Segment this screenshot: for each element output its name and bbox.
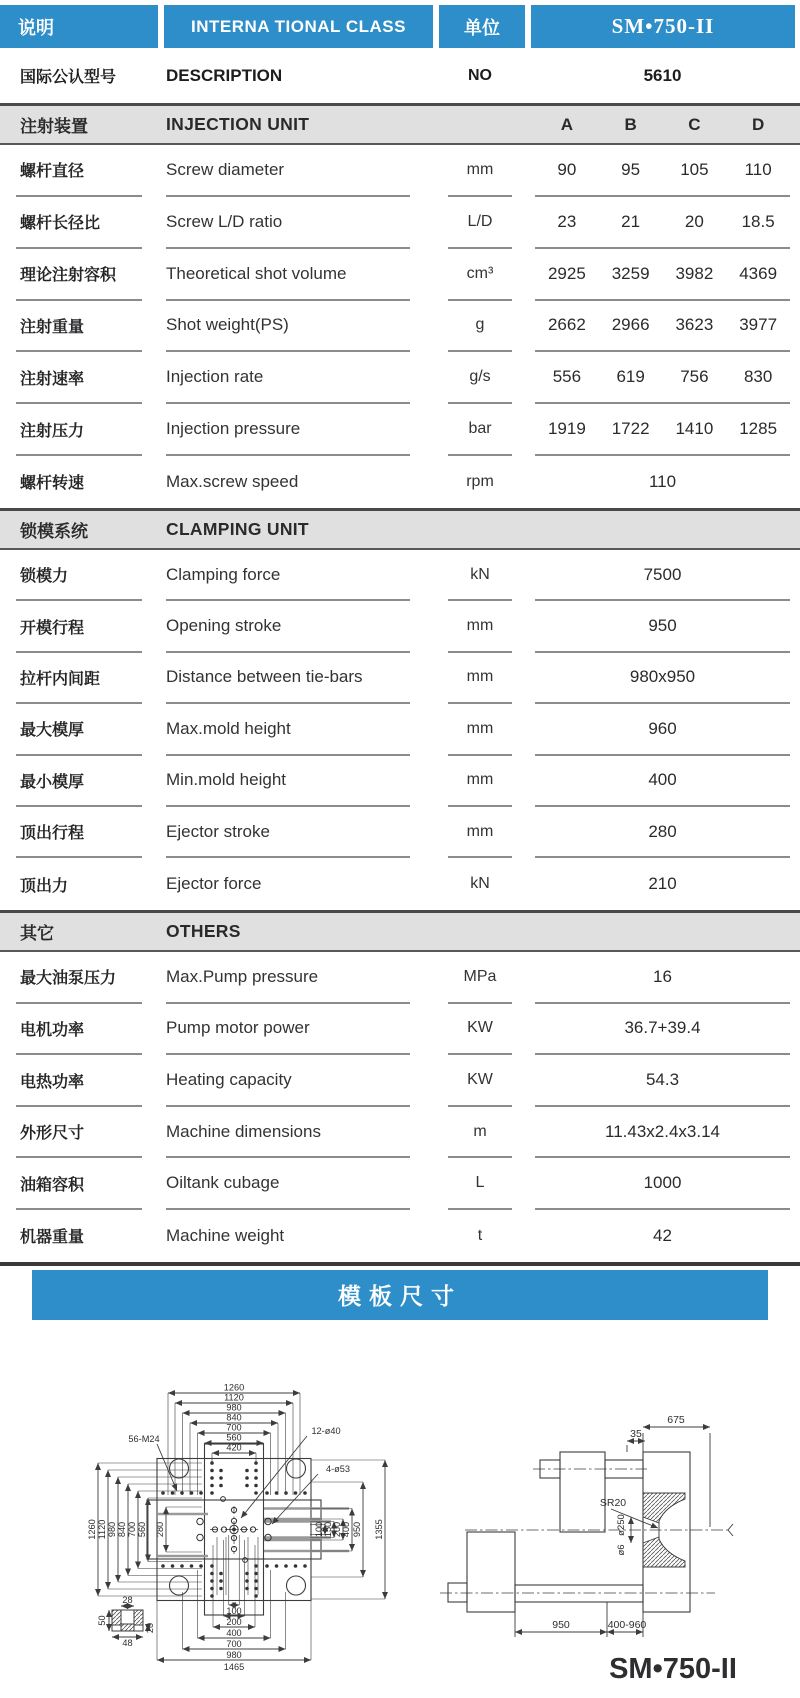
- platen-drawings: [0, 1320, 800, 1693]
- dim-label: ø250: [616, 1513, 627, 1536]
- center-axes: [440, 1469, 733, 1593]
- row-values: [535, 1055, 790, 1107]
- dim-label: 1260: [223, 1382, 245, 1393]
- row-label-zh: 拉杆内间距: [16, 653, 142, 704]
- row-values: [535, 1210, 790, 1262]
- model-number: 5610: [643, 65, 682, 85]
- dim-label: 980: [226, 1649, 242, 1660]
- side-dimensions: [515, 1427, 710, 1637]
- row-values: [535, 197, 790, 249]
- row-values: [535, 352, 790, 404]
- cell-value: 210: [648, 874, 677, 894]
- row-unit: t: [477, 1226, 483, 1244]
- dim-label: 400: [226, 1627, 242, 1638]
- row-label-zh: 电热功率: [16, 1055, 142, 1107]
- callout-holes53-label: 4-ø53: [325, 1463, 351, 1474]
- table-row: [0, 249, 800, 301]
- cell-value: 95: [621, 159, 641, 179]
- table-row: [0, 653, 800, 704]
- cell-value: 960: [648, 718, 677, 738]
- cell-value: 23: [557, 211, 577, 231]
- row-label-zh: 外形尺寸: [16, 1107, 142, 1159]
- row-label-en: Oiltank cubage: [166, 1158, 410, 1210]
- dim-label: 840: [117, 1521, 127, 1537]
- tslot-dim-label: 50: [97, 1615, 107, 1626]
- cell-value: 3982: [675, 263, 714, 283]
- dim-label: 280: [155, 1521, 165, 1537]
- variant-a: A: [560, 114, 574, 134]
- row-values: [535, 249, 790, 301]
- row-label-zh: 最小模厚: [16, 756, 142, 807]
- row-unit: cm³: [448, 249, 512, 301]
- row-label-zh: 开模行程: [16, 601, 142, 652]
- cell-value: 556: [552, 367, 582, 387]
- section-zh: 其它: [20, 923, 54, 943]
- tslot-dim-label: 48: [122, 1637, 133, 1648]
- row-label-zh: 机器重量: [20, 1229, 85, 1247]
- table-row: [0, 807, 800, 858]
- table-row: [0, 1210, 800, 1262]
- table-row: [0, 404, 800, 456]
- section-en: OTHERS: [166, 920, 241, 941]
- sr20-label: SR20: [599, 1496, 627, 1509]
- cell-value: 11.43x2.4x3.14: [605, 1121, 720, 1141]
- row-label-en: Screw diameter: [166, 145, 410, 197]
- callout-bolts-label: 56-M24: [128, 1433, 160, 1444]
- row-values: [535, 145, 790, 197]
- dim-label: 1260: [87, 1519, 97, 1540]
- injection-unit-rows: [0, 145, 800, 508]
- row-label-en: Max.mold height: [166, 704, 410, 755]
- row-label-zh: 锁模力: [16, 550, 142, 601]
- dim-label: 200: [226, 1616, 242, 1627]
- section-en: INJECTION UNIT: [166, 114, 310, 134]
- cell-value: 42: [653, 1225, 672, 1245]
- subheader-zh: 国际公认型号: [20, 69, 117, 86]
- row-label-en: Max.screw speed: [166, 471, 299, 491]
- platen-side-view-drawing: [415, 1395, 790, 1693]
- row-values: [535, 1107, 790, 1159]
- row-unit: m: [448, 1107, 512, 1159]
- dim-label: 980: [107, 1521, 117, 1537]
- cell-value: 400: [648, 770, 677, 790]
- row-label-en: Theoretical shot volume: [166, 249, 410, 301]
- row-values: [535, 601, 790, 652]
- cell-value: 2925: [547, 263, 586, 283]
- table-row: [0, 952, 800, 1004]
- side-view-outline: [448, 1452, 690, 1612]
- row-label-zh: 螺杆转速: [20, 475, 85, 493]
- row-unit: KW: [448, 1055, 512, 1107]
- header-model: SM•750-II: [531, 5, 795, 48]
- table-row: [0, 1107, 800, 1159]
- variant-b: B: [624, 114, 637, 134]
- dim-label: ø6: [616, 1544, 627, 1556]
- row-label-zh: 油箱容积: [16, 1158, 142, 1210]
- row-label-en: Machine dimensions: [166, 1107, 410, 1159]
- row-label-en: Heating capacity: [166, 1055, 410, 1107]
- tslot-detail: [109, 1606, 148, 1637]
- cell-value: 1919: [547, 419, 586, 439]
- row-label-en: Max.Pump pressure: [166, 952, 410, 1004]
- cell-value: 756: [680, 367, 709, 387]
- row-label-en: Shot weight(PS): [166, 301, 410, 353]
- row-label-zh: 注射速率: [16, 352, 142, 404]
- row-label-en: Screw L/D ratio: [166, 197, 410, 249]
- clamping-unit-rows: [0, 550, 800, 910]
- row-values: [535, 807, 790, 858]
- cell-value: 54.3: [645, 1070, 680, 1089]
- section-zh: 锁模系统: [20, 521, 88, 541]
- cell-value: 36.7+39.4: [624, 1018, 701, 1038]
- dim-label: 400-960: [607, 1618, 647, 1631]
- table-row: [0, 197, 800, 249]
- row-unit: mm: [448, 145, 512, 197]
- dim-label: 1465: [223, 1661, 245, 1672]
- row-label-zh: 注射压力: [16, 404, 142, 456]
- row-label-en: Ejector stroke: [166, 807, 410, 858]
- row-label-en: Min.mold height: [166, 756, 410, 807]
- cell-value: 2966: [611, 315, 650, 335]
- table-row: [0, 704, 800, 755]
- row-unit: kN: [448, 550, 512, 601]
- row-values: [535, 952, 790, 1004]
- dim-label: 200: [332, 1521, 342, 1537]
- row-label-zh: 最大模厚: [16, 704, 142, 755]
- section-divider: [0, 1262, 800, 1266]
- row-values: [535, 456, 790, 508]
- dim-label: 700: [226, 1422, 242, 1433]
- row-unit: mm: [448, 807, 512, 858]
- cell-value: 3977: [739, 315, 778, 335]
- header-desc-zh: 说明: [0, 5, 158, 48]
- cell-value: 21: [621, 211, 641, 231]
- cell-value: 105: [680, 159, 709, 179]
- cell-value: 90: [557, 159, 577, 179]
- variant-c: C: [688, 114, 701, 134]
- row-label-en: Ejector force: [166, 874, 262, 894]
- section-bar-clamping: [0, 508, 800, 550]
- dim-label: 840: [226, 1412, 242, 1423]
- cell-value: 619: [616, 367, 645, 387]
- table-row: [0, 352, 800, 404]
- cell-value: 1410: [675, 419, 714, 439]
- dim-label: 400: [341, 1521, 351, 1537]
- row-values: [535, 858, 790, 909]
- banner-title: 模板尺寸: [338, 1283, 462, 1310]
- platen-size-banner: [32, 1270, 768, 1320]
- others-rows: [0, 952, 800, 1262]
- dim-label: 1120: [97, 1519, 107, 1540]
- table-row: [0, 145, 800, 197]
- dim-label: 950: [352, 1521, 362, 1537]
- row-values: [535, 1158, 790, 1210]
- row-unit: kN: [470, 875, 490, 893]
- row-unit: g: [448, 301, 512, 353]
- cell-value: 830: [743, 367, 773, 387]
- row-label-en: Injection pressure: [166, 404, 410, 456]
- row-label-en: Clamping force: [166, 550, 410, 601]
- cell-value: 18.5: [741, 211, 775, 231]
- table-row: [0, 601, 800, 652]
- cell-value: 110: [744, 159, 772, 179]
- cell-value: 280: [648, 821, 677, 841]
- dim-label: 560: [137, 1521, 147, 1537]
- row-unit: KW: [448, 1004, 512, 1056]
- dim-label: 420: [226, 1442, 242, 1453]
- subheader-row: [0, 48, 800, 103]
- tslot-dim-label: 20: [145, 1622, 155, 1633]
- cell-value: 16: [653, 966, 672, 986]
- dim-label: 700: [127, 1521, 137, 1537]
- row-unit: L/D: [448, 197, 512, 249]
- dim-label: 35: [630, 1427, 642, 1440]
- variant-headers: [535, 115, 790, 135]
- row-label-en: Opening stroke: [166, 601, 410, 652]
- platen-front-view-drawing: [60, 1380, 400, 1693]
- row-unit: mm: [448, 601, 512, 652]
- row-values: [535, 550, 790, 601]
- row-label-zh: 顶出力: [20, 877, 69, 895]
- row-label-zh: 最大油泵压力: [16, 952, 142, 1004]
- row-label-zh: 电机功率: [16, 1004, 142, 1056]
- dim-label: 1355: [374, 1519, 384, 1540]
- cell-value: 1722: [611, 419, 650, 439]
- row-label-zh: 螺杆长径比: [16, 197, 142, 249]
- callout-holes40-label: 12-ø40: [311, 1425, 341, 1436]
- table-row: [0, 301, 800, 353]
- row-values: [535, 756, 790, 807]
- row-values: [535, 404, 790, 456]
- row-label-zh: 螺杆直径: [16, 145, 142, 197]
- table-row: [0, 1004, 800, 1056]
- section-en: CLAMPING UNIT: [166, 518, 309, 539]
- table-row: [0, 858, 800, 909]
- section-bar-others: [0, 910, 800, 952]
- drawing-caption-model: SM•750-II: [609, 1652, 737, 1685]
- row-values: [535, 653, 790, 704]
- row-label-zh: 注射重量: [16, 301, 142, 353]
- dim-label: 700: [226, 1638, 242, 1649]
- section-bar-injection: [0, 103, 800, 145]
- row-label-en: Pump motor power: [166, 1004, 410, 1056]
- tslot-dim-label: 28: [122, 1594, 133, 1605]
- row-unit: rpm: [466, 472, 494, 490]
- row-values: [535, 704, 790, 755]
- cell-value: 2662: [547, 315, 586, 335]
- row-label-zh: 顶出行程: [16, 807, 142, 858]
- row-unit: mm: [448, 756, 512, 807]
- cell-value: 1000: [643, 1173, 682, 1193]
- row-unit: L: [448, 1158, 512, 1210]
- subheader-value: [535, 48, 790, 103]
- dim-label: 675: [667, 1413, 685, 1426]
- variant-d: D: [751, 114, 765, 134]
- cell-value: 1285: [739, 419, 778, 439]
- header-unit-zh: 单位: [439, 5, 525, 48]
- row-values: [535, 1004, 790, 1056]
- dim-label: 100: [314, 1521, 324, 1537]
- row-unit: MPa: [448, 952, 512, 1004]
- table-row: [0, 456, 800, 508]
- dim-label: 950: [552, 1618, 570, 1631]
- table-row: [0, 1158, 800, 1210]
- row-unit: mm: [448, 653, 512, 704]
- header-international-class: INTERNA TIONAL CLASS: [164, 5, 433, 48]
- cell-value: 20: [684, 211, 704, 231]
- center-hole-cluster: [197, 1496, 271, 1562]
- table-row: [0, 756, 800, 807]
- row-label-en: Injection rate: [166, 352, 410, 404]
- table-row: [0, 1055, 800, 1107]
- dim-label: 1120: [224, 1392, 244, 1403]
- table-header: [0, 5, 800, 48]
- row-label-en: Distance between tie-bars: [166, 653, 410, 704]
- row-label-zh: 理论注射容积: [16, 249, 142, 301]
- cell-value: 7500: [643, 564, 682, 584]
- section-zh: 注射装置: [20, 117, 88, 136]
- cell-value: 980x950: [629, 667, 696, 687]
- table-row: [0, 550, 800, 601]
- row-unit: g/s: [448, 352, 512, 404]
- dim-label: 980: [226, 1402, 242, 1413]
- dim-label: 150: [323, 1521, 333, 1537]
- row-values: [535, 301, 790, 353]
- subheader-unit: NO: [468, 66, 492, 84]
- dim-label: 100: [226, 1605, 242, 1616]
- row-label-en: Machine weight: [166, 1225, 285, 1245]
- cell-value: 4369: [739, 263, 778, 283]
- cell-value: 110: [648, 471, 677, 491]
- row-unit: bar: [448, 404, 512, 456]
- subheader-en: DESCRIPTION: [166, 65, 283, 85]
- cell-value: 950: [648, 616, 677, 636]
- row-unit: mm: [448, 704, 512, 755]
- cell-value: 3623: [675, 315, 714, 335]
- dim-label: 560: [226, 1432, 242, 1443]
- cell-value: 3259: [611, 263, 650, 283]
